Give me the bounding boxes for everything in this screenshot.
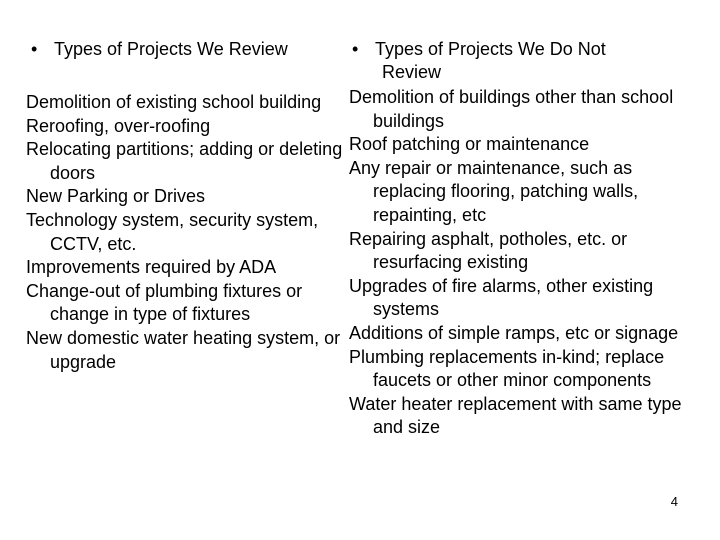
bullet-icon: • [352, 39, 359, 59]
list-item: Technology system, security system, CCTV, etc. [26, 209, 319, 254]
list-item: Demolition of buildings other than school buildings [349, 87, 674, 131]
list-item: Upgrades of fire alarms, other existing systems [349, 275, 654, 320]
list-item: Change-out of plumbing fixtures or change in type of fixtures [26, 280, 303, 325]
bullet-icon: • [31, 39, 38, 59]
list-item: New domestic water heating system, or upgrade [26, 327, 341, 372]
list-item: Any repair or maintenance, such as replacing flooring, patching walls, repainting, etc [349, 157, 639, 225]
list-item: Demolition of existing school building [26, 92, 322, 112]
list-item: Relocating partitions; adding or deleting doors [26, 139, 343, 183]
right-heading-continuation: Review [382, 62, 442, 82]
list-item: Plumbing replacements in-kind; replace faucets or other minor components [349, 346, 665, 391]
list-item: Roof patching or maintenance [349, 134, 590, 155]
right-list [349, 86, 699, 440]
list-item: New Parking or Drives [26, 186, 206, 207]
left-list [26, 91, 344, 374]
list-item: Reroofing, over-roofing [26, 115, 211, 136]
list-item: Repairing asphalt, potholes, etc. or resurfacing existing [349, 228, 628, 273]
list-item: Water heater replacement with same type and size [349, 393, 682, 438]
page-number: 4 [670, 494, 678, 509]
right-heading [352, 38, 606, 84]
right-heading-text: Types of Projects We Do Not [375, 39, 606, 59]
list-item: Additions of simple ramps, etc or signage [349, 322, 679, 343]
list-item: Improvements required by ADA [26, 257, 277, 278]
left-heading-text: Types of Projects We Review [54, 39, 288, 59]
left-heading [31, 38, 288, 61]
